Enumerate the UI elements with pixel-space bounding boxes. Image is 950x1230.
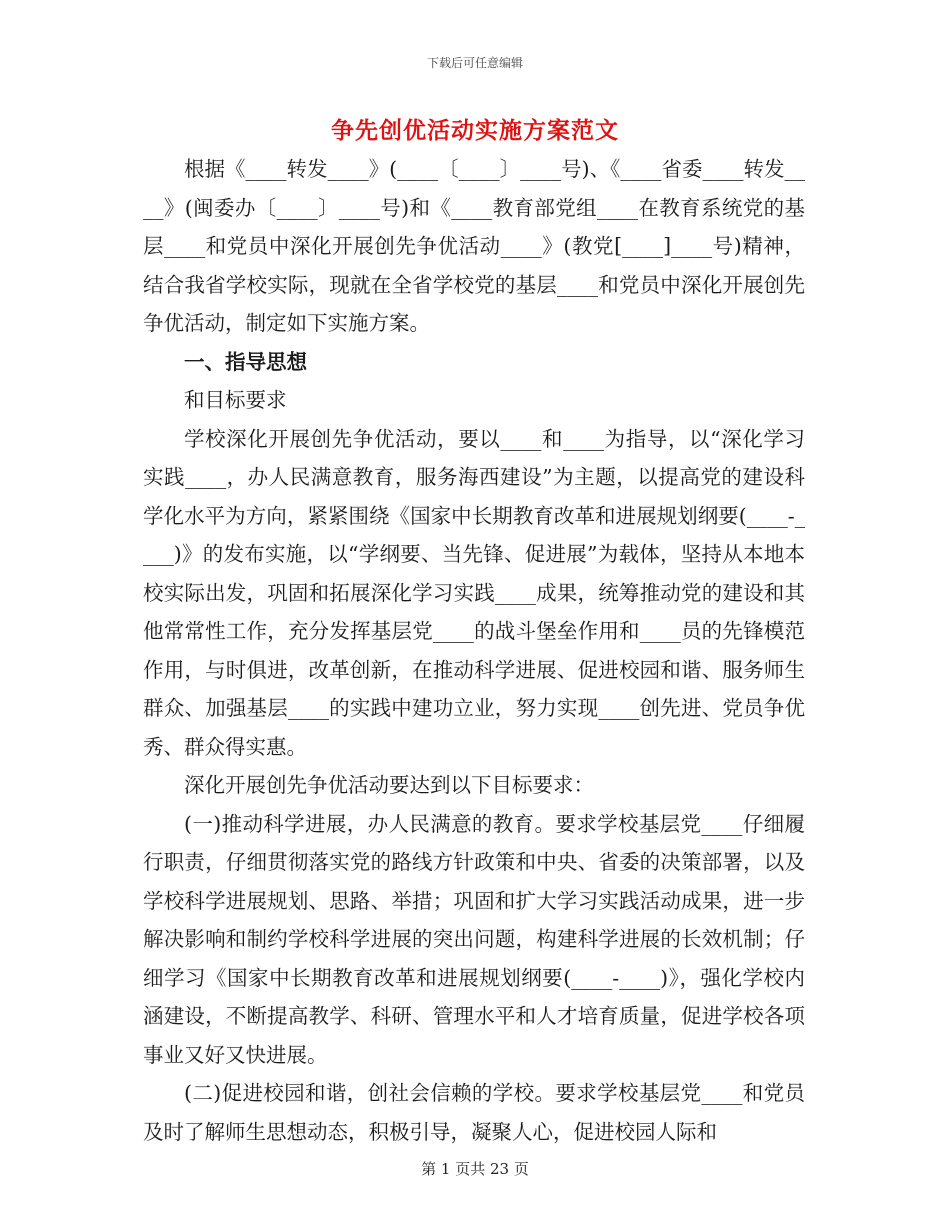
document-title: 争先创优活动实施方案范文 <box>331 117 619 144</box>
section-heading-guiding-ideology: 一、指导思想 <box>184 349 307 374</box>
body-paragraph: (一)推动科学进展，办人民满意的教育。要求学校基层党____仔细履行职责，仔细贯彻落实党的路线方针政策和中央、省委的决策部署，以及学校科学进展规划、思路、举措；巩固和扩大学习实践活动成果，进一步解决影响和制约学校科学进展的突出问题，构建科学进展的长效机制；仔细学习《国家中长期教育改革和进展规划纲要(____-____)》，强化学校内涵建设，不断提高教学、科研、管理水平和人才培育质量，促进学校各项事业又好又快进展。 <box>143 811 805 1067</box>
document-body <box>143 150 805 1151</box>
body-paragraph: (二)促进校园和谐，创社会信赖的学校。要求学校基层党____和党员及时了解师生思想动态，积极引导，凝聚人心，促进校园人际和 <box>143 1081 805 1144</box>
page-number-footer: 第 1 页共 23 页 <box>421 1160 529 1178</box>
body-paragraph: 学校深化开展创先争优活动，要以____和____为指导，以“深化学习实践____，办人民满意教育，服务海西建设”为主题，以提高党的建设科学化水平为方向，紧紧围绕《国家中长期教育改革和进展规划纲要(____-____)》的发布实施，以“学纲要、当先锋、促进展”为载体，坚持从本地本校实际出发，巩固和拓展深化学习实践____成果，统筹推动党的建设和其他常常性工作，充分发挥基层党____的战斗堡垒作用和____员的先锋模范作用，与时俱进，改革创新，在推动科学进展、促进校园和谐、服务师生群众、加强基层____的实践中建功立业，努力实现____创先进、党员争优秀、群众得实惠。 <box>143 426 805 759</box>
body-paragraph: 深化开展创先争优活动要达到以下目标要求： <box>184 773 594 797</box>
page-header-note: 下载后可任意编辑 <box>426 56 523 70</box>
intro-paragraph: 根据《____转发____》(____〔____〕____号)、《____省委____转发____》(闽委办〔____〕____号)和《____教育部党组____在教育系统党的基层____和党员中深化开展创先争优活动____》(教党[____]____号)精神，结合我省学校实际，现就在全省学校党的基层____和党员中深化开展创先争优活动，制定如下实施方案。 <box>143 157 805 335</box>
section-subheading-goals: 和目标要求 <box>184 388 287 412</box>
